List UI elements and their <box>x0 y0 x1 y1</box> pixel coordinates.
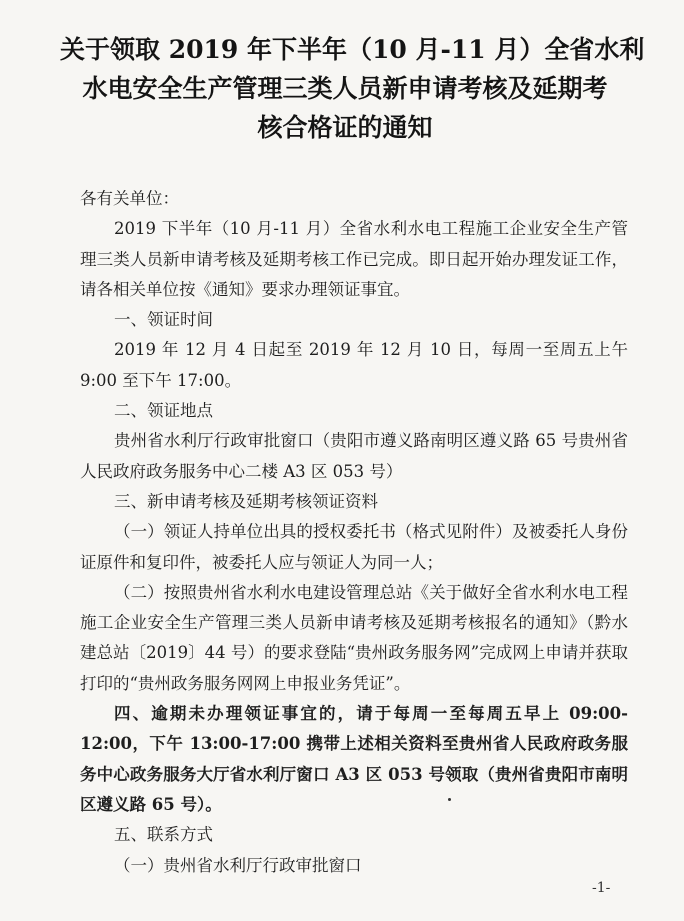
section2-text: 贵州省水利厅行政审批窗口（贵阳市遵义路南明区遵义路 65 号贵州省人民政府政务服务中心二楼 A3 区 053 号） <box>80 431 628 481</box>
stray-mark <box>448 798 451 801</box>
title-line-2: 水电安全生产管理三类人员新申请考核及延期考 <box>82 74 608 103</box>
section3-heading: 三、新申请考核及延期考核领证资料 <box>114 491 378 511</box>
title-line-3: 核合格证的通知 <box>257 113 433 142</box>
section1-heading: 一、领证时间 <box>114 310 213 330</box>
title-line-1: 关于领取 2019 年下半年（10 月-11 月）全省水利 <box>60 35 645 64</box>
section2-heading: 二、领证地点 <box>114 401 213 421</box>
section3-item2: （二）按照贵州省水利水电建设管理总站《关于做好全省水利水电工程施工企业安全生产管理三类人员新申请考核及延期考核报名的通知》（黔水建总站〔2019〕44 号）的要求登陆“贵州政务服务网”完成网上申请并获取打印的“贵州政务服务网网上申报业务凭证”。 <box>80 582 628 693</box>
intro-paragraph: 2019 下半年（10 月-11 月）全省水利水电工程施工企业安全生产管理三类人员新申请考核及延期考核工作已完成。即日起开始办理发证工作，请各相关单位按《通知》要求办理领证事宜。 <box>80 219 628 299</box>
section5-item1: （一）贵州省水利厅行政审批窗口 <box>114 855 362 875</box>
salutation: 各有关单位： <box>80 189 179 208</box>
section5-heading: 五、联系方式 <box>114 825 213 845</box>
document-title <box>60 30 645 147</box>
section3-item1: （一）领证人持单位出具的授权委托书（格式见附件）及被委托人身份证原件和复印件，被委托人应与领证人为同一人； <box>80 522 628 572</box>
document-body <box>80 184 628 881</box>
section4-text: 四、逾期未办理领证事宜的，请于每周一至每周五早上 09:00-12:00，下午 13:00-17:00 携带上述相关资料至贵州省人民政府政务服务中心政务服务大厅省水利厅窗口 A3 区 053 号领取（贵州省贵阳市南明区遵义路 65 号）。 <box>80 704 628 814</box>
section1-text: 2019 年 12 月 4 日起至 2019 年 12 月 10 日，每周一至周五上午 9:00 至下午 17:00。 <box>80 340 628 390</box>
page-number: -1- <box>592 880 611 896</box>
